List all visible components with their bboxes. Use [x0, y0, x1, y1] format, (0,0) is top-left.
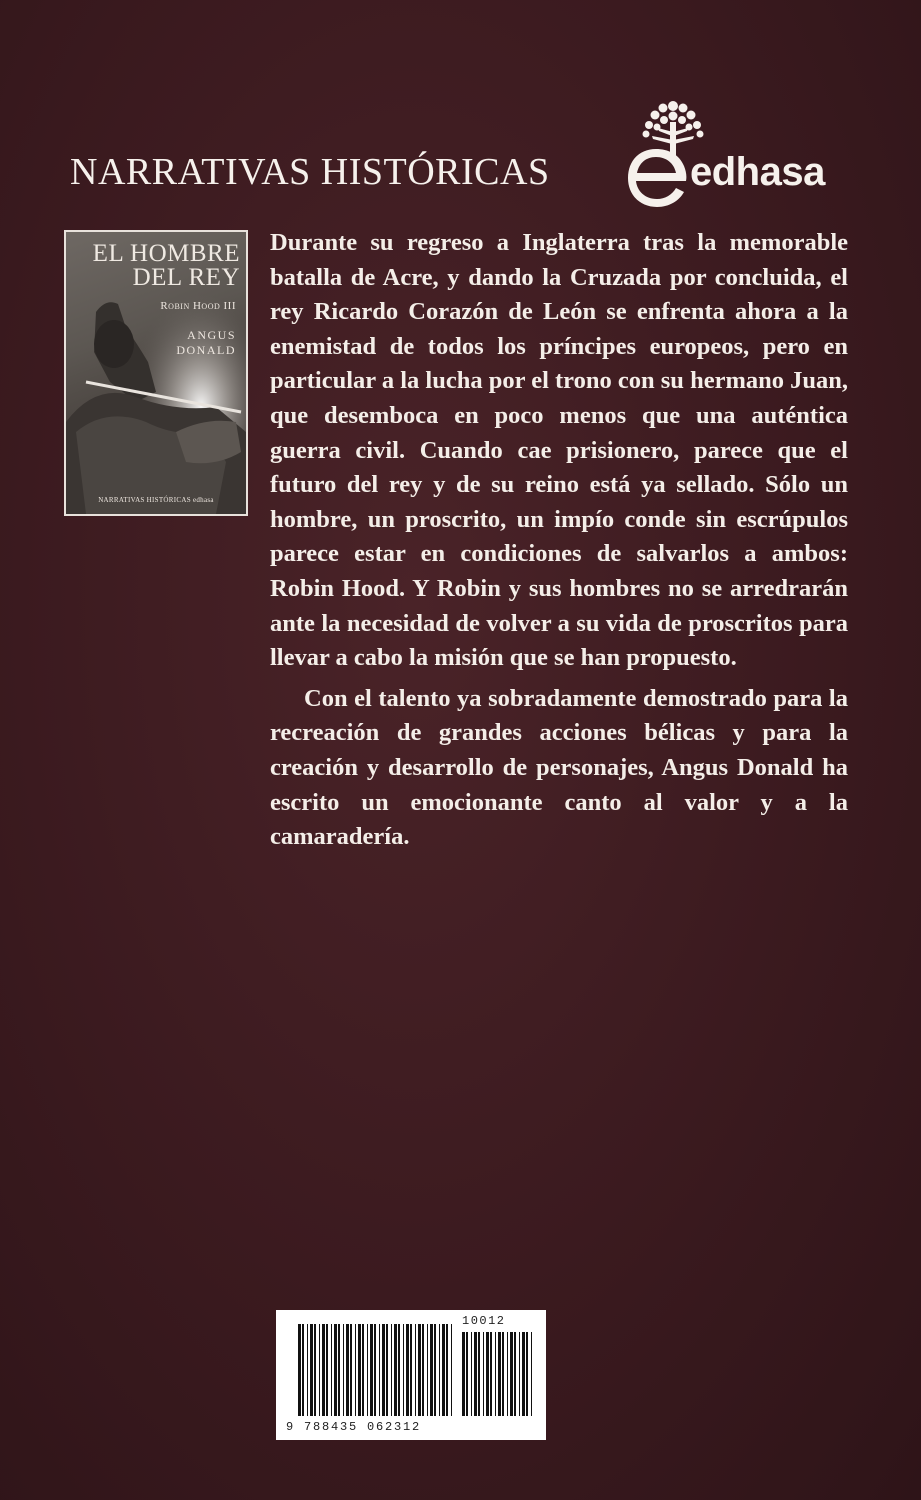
- barcode-bar: [498, 1332, 501, 1416]
- synopsis: [270, 226, 848, 855]
- barcode-bar: [434, 1324, 436, 1416]
- price-code: 10012: [462, 1314, 506, 1328]
- barcode-bar: [427, 1324, 428, 1416]
- barcode-bar: [314, 1324, 316, 1416]
- barcode-bar: [514, 1332, 516, 1416]
- barcode-bar: [415, 1324, 416, 1416]
- barcode-bar: [478, 1332, 480, 1416]
- barcode-bar: [310, 1324, 313, 1416]
- publisher-name: edhasa: [690, 150, 825, 194]
- barcode-bar: [462, 1332, 465, 1416]
- barcode-bar: [346, 1324, 349, 1416]
- barcode-bar: [502, 1332, 504, 1416]
- barcode-bar: [362, 1324, 364, 1416]
- barcode-bar: [331, 1324, 332, 1416]
- barcode-bar: [307, 1324, 308, 1416]
- barcode-bar: [522, 1332, 525, 1416]
- barcode-bar: [471, 1332, 472, 1416]
- synopsis-paragraph-1: Durante su regreso a Inglaterra tras la memorable batalla de Acre, y dando la Cruzada por concluida, el rey Ricardo Corazón de León se enfrenta ahora a la enemistad de todos los príncipes europeos, pero en particular a la lucha por el trono con su hermano Juan, que desemboca en poco menos que una auténtica guerra civil. Cuando cae prisionero, parece que el futuro del rey y de su reino está ya sellado. Sólo un hombre, un proscrito, un impío conde sin escrúpulos parece estar en condiciones de salvarlos a ambos: Robin Hood. Y Robin y sus hombres no se arredrarán ante la necesidad de volver a su vida de proscritos para llevar a cabo la misión que se han propuesto.: [270, 229, 848, 672]
- thumbnail-title: [74, 242, 240, 290]
- barcode-bar: [355, 1324, 356, 1416]
- barcode-bar: [510, 1332, 513, 1416]
- thumbnail-title-line1: EL HOMBRE: [92, 240, 240, 267]
- barcode-bar: [338, 1324, 340, 1416]
- barcode-bar: [374, 1324, 376, 1416]
- barcode-bar: [394, 1324, 397, 1416]
- barcode-bar: [442, 1324, 445, 1416]
- cover-thumbnail: [64, 230, 248, 516]
- barcode-bar: [495, 1332, 496, 1416]
- barcode-bar: [446, 1324, 448, 1416]
- thumbnail-author: [176, 328, 236, 358]
- barcode-bar: [398, 1324, 400, 1416]
- barcode-bar: [422, 1324, 424, 1416]
- barcode-bar: [322, 1324, 325, 1416]
- barcode-bar: [334, 1324, 337, 1416]
- thumbnail-subtitle: Robin Hood III: [160, 300, 236, 312]
- barcode-bar: [418, 1324, 421, 1416]
- barcode-bar: [302, 1324, 304, 1416]
- barcode-bar: [410, 1324, 412, 1416]
- barcode-bar: [379, 1324, 380, 1416]
- barcode-bar: [519, 1332, 520, 1416]
- barcode-bar: [403, 1324, 404, 1416]
- barcode-bar: [430, 1324, 433, 1416]
- barcode-bar: [531, 1332, 532, 1416]
- barcode-bar: [391, 1324, 392, 1416]
- thumbnail-title-line2: DEL REY: [132, 264, 240, 291]
- barcode-bar: [326, 1324, 328, 1416]
- barcode-bar: [483, 1332, 484, 1416]
- barcode-bar: [486, 1332, 489, 1416]
- barcode-bar: [382, 1324, 385, 1416]
- barcode-bar: [350, 1324, 352, 1416]
- barcode: [276, 1310, 546, 1440]
- edhasa-e-logo-icon: [624, 146, 694, 210]
- synopsis-paragraph-2: Con el talento ya sobradamente demostrado para la recreación de grandes acciones bélicas y para la creación y desarrollo de personajes, Angus Donald ha escrito un emocionante canto al valor y a la camaradería.: [270, 684, 848, 851]
- barcode-bar: [526, 1332, 528, 1416]
- barcode-bar: [367, 1324, 368, 1416]
- barcode-bar: [319, 1324, 320, 1416]
- barcode-bar: [406, 1324, 409, 1416]
- barcode-bar: [466, 1332, 468, 1416]
- thumbnail-author-line2: DONALD: [176, 343, 236, 357]
- barcode-bar: [370, 1324, 373, 1416]
- barcode-bar: [298, 1324, 301, 1416]
- barcode-bar: [507, 1332, 508, 1416]
- barcode-bar: [451, 1324, 452, 1416]
- thumbnail-footer: NARRATIVAS HISTÓRICAS edhasa: [98, 496, 214, 504]
- thumbnail-author-line1: ANGUS: [187, 328, 236, 342]
- barcode-bar: [386, 1324, 388, 1416]
- barcode-bar: [474, 1332, 477, 1416]
- barcode-bar: [439, 1324, 440, 1416]
- barcode-bar: [490, 1332, 492, 1416]
- barcode-bar: [358, 1324, 361, 1416]
- barcode-bar: [343, 1324, 344, 1416]
- isbn-number: 9 788435 062312: [286, 1420, 422, 1434]
- series-title: NARRATIVAS HISTÓRICAS: [70, 151, 550, 193]
